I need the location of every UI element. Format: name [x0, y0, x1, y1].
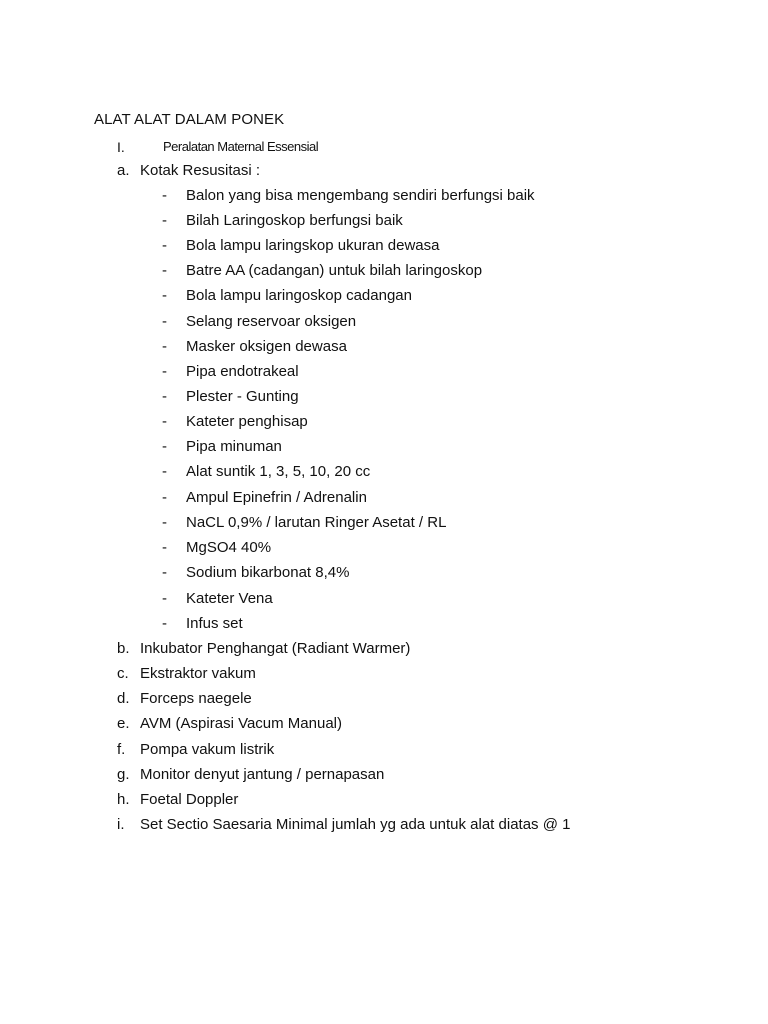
list-item-letter: e. [117, 715, 130, 732]
dash-marker: - [162, 590, 167, 607]
sub-list-item-text: Bilah Laringoskop berfungsi baik [186, 212, 403, 229]
dash-marker: - [162, 187, 167, 204]
dash-marker: - [162, 287, 167, 304]
sub-list-item-text: Bola lampu laringskop ukuran dewasa [186, 237, 440, 254]
dash-marker: - [162, 262, 167, 279]
list-item-letter: g. [117, 766, 130, 783]
sub-list-item-text: Pipa minuman [186, 438, 282, 455]
list-item-letter: a. [117, 162, 130, 179]
sub-list-item-text: Alat suntik 1, 3, 5, 10, 20 cc [186, 463, 371, 480]
dash-marker: - [162, 564, 167, 581]
section-number: I. [117, 139, 125, 155]
list-item-text: Monitor denyut jantung / pernapasan [140, 766, 385, 783]
sub-list-item-text: Sodium bikarbonat 8,4% [186, 564, 350, 581]
list-item-text: Pompa vakum listrik [140, 741, 275, 758]
sub-list-item-text: MgSO4 40% [186, 539, 272, 556]
list-item-text: Kotak Resusitasi : [140, 162, 261, 179]
sub-list-item-text: Balon yang bisa mengembang sendiri berfungsi baik [186, 187, 535, 204]
dash-marker: - [162, 438, 167, 455]
sub-list-item-text: Pipa endotrakeal [186, 363, 299, 380]
sub-list-item-text: Ampul Epinefrin / Adrenalin [186, 489, 367, 506]
dash-marker: - [162, 237, 167, 254]
sub-list-item-text: Infus set [186, 615, 243, 632]
list-item-text: AVM (Aspirasi Vacum Manual) [140, 715, 343, 732]
sub-list-item-text: Masker oksigen dewasa [186, 338, 347, 355]
list-item-letter: h. [117, 791, 130, 808]
sub-list-item-text: Kateter Vena [186, 590, 273, 607]
list-item-letter: b. [117, 640, 130, 657]
list-item-text: Ekstraktor vakum [140, 665, 256, 682]
dash-marker: - [162, 363, 167, 380]
dash-marker: - [162, 212, 167, 229]
section-label: Peralatan Maternal Essensial [163, 139, 319, 154]
dash-marker: - [162, 514, 167, 531]
list-item-text: Forceps naegele [140, 690, 252, 707]
dash-marker: - [162, 338, 167, 355]
list-item-text: Inkubator Penghangat (Radiant Warmer) [140, 640, 411, 657]
sub-list-item-text: Batre AA (cadangan) untuk bilah laringoskop [186, 262, 483, 279]
list-item-letter: f. [117, 741, 126, 758]
list-item-text: Set Sectio Saesaria Minimal jumlah yg ada untuk alat diatas @ 1 [140, 816, 571, 833]
dash-marker: - [162, 413, 167, 430]
document-title: ALAT ALAT DALAM PONEK [94, 111, 285, 128]
sub-list-item-text: Plester - Gunting [186, 388, 299, 405]
sub-list-item-text: Kateter penghisap [186, 413, 308, 430]
list-item-letter: d. [117, 690, 130, 707]
dash-marker: - [162, 539, 167, 556]
list-item-letter: i. [117, 816, 125, 833]
list-item-text: Foetal Doppler [140, 791, 239, 808]
dash-marker: - [162, 463, 167, 480]
sub-list-item-text: Selang reservoar oksigen [186, 313, 357, 330]
dash-marker: - [162, 489, 167, 506]
dash-marker: - [162, 388, 167, 405]
dash-marker: - [162, 615, 167, 632]
dash-marker: - [162, 313, 167, 330]
list-item-letter: c. [117, 665, 129, 682]
sub-list-item-text: NaCL 0,9% / larutan Ringer Asetat / RL [186, 514, 447, 531]
sub-list-item-text: Bola lampu laringoskop cadangan [186, 287, 412, 304]
